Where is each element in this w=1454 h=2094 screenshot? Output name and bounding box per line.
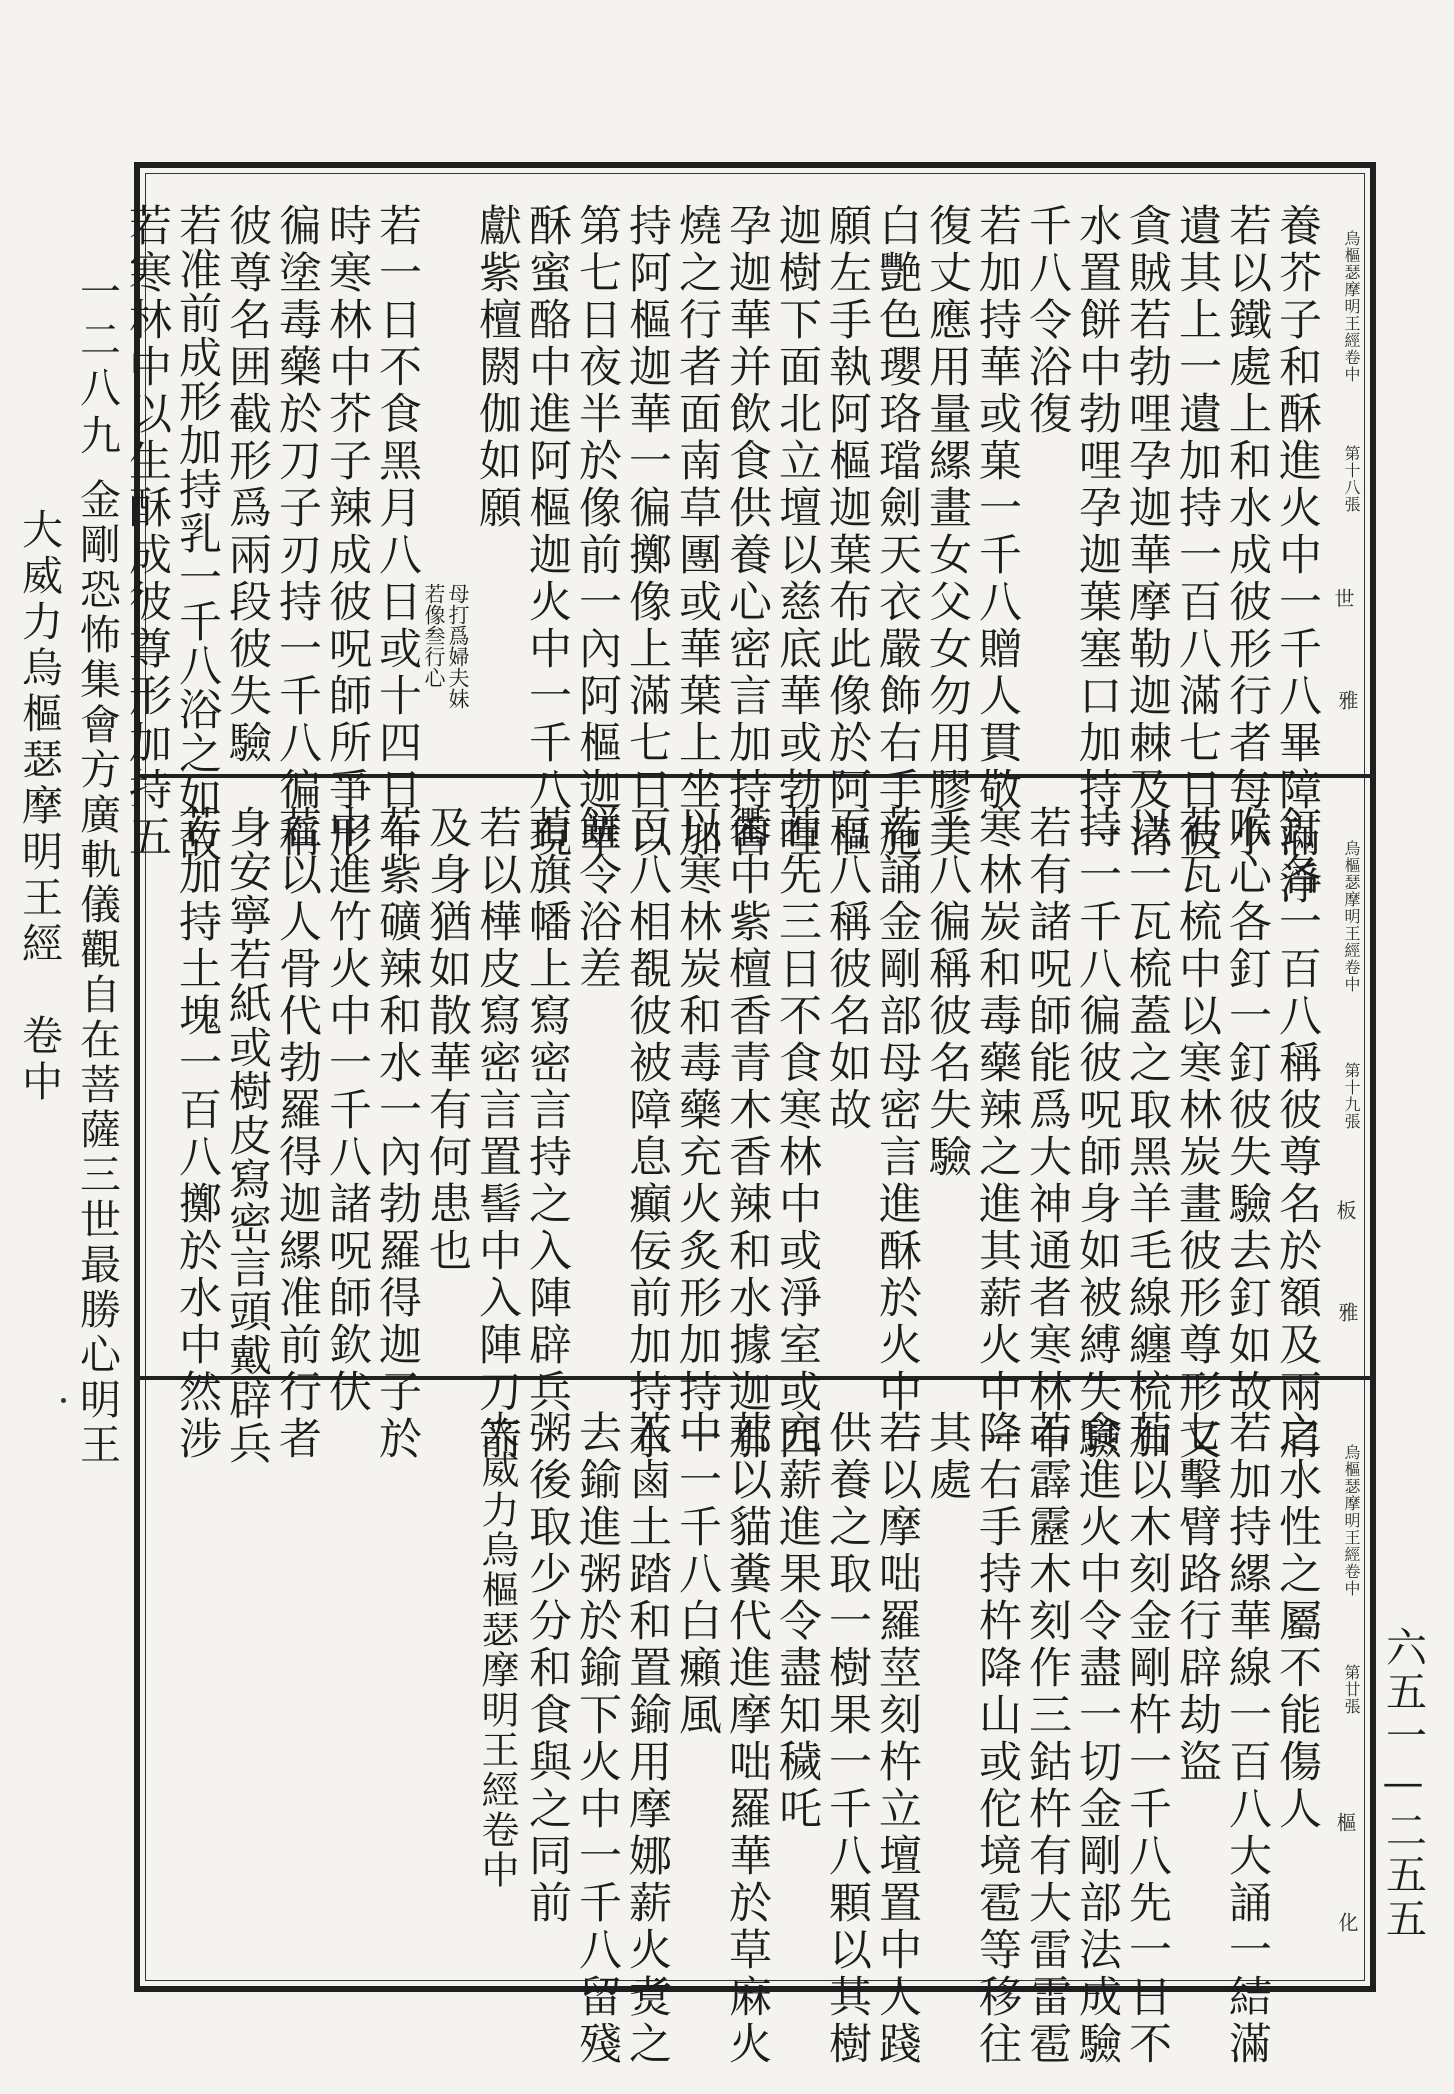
- text-column: 釘各一百八稱彼尊名於額及兩肩: [1272, 805, 1322, 1463]
- collection-title: 金剛恐怖集會方廣軌儀觀自在菩薩三世最勝心明王: [73, 478, 121, 1468]
- text-column: 百八稱彼名如故: [822, 805, 872, 1134]
- text-column: 千八令浴復: [1022, 203, 1072, 438]
- text-column: 白艷色瓔珞璫劍天衣嚴飾右手施: [872, 203, 922, 861]
- bottom-register-text: [160, 1410, 1322, 2068]
- text-column: 餅令浴差: [572, 805, 622, 993]
- text-column: 徧塗毒藥於刀子刃持一千八徧稱: [272, 203, 322, 861]
- interlinear-note: 若像叁行心: [422, 583, 446, 688]
- text-column: 七擊臂路行辟劫盜: [1172, 1410, 1222, 1786]
- text-column: 身安寧若紙或樹皮寫密言頭戴辟兵: [222, 805, 272, 1465]
- top-block-press: 世: [1331, 588, 1355, 609]
- bottom-block-mark: 化: [1335, 1912, 1359, 1933]
- text-column: 時寒林中芥子辣成彼呪師所爭形: [322, 203, 372, 861]
- text-column: 粥後取少分和食與之同前: [522, 1410, 572, 1927]
- text-column: 寒林炭和毒藥辣之進其薪火中一: [972, 805, 1022, 1463]
- text-column: 持阿樞迦華一徧擲像上滿七日以: [622, 203, 672, 861]
- text-column: 之水性之屬不能傷人: [1272, 1410, 1322, 1833]
- text-column: 養芥子和酥進火中一千八畢障滿淨: [1272, 203, 1322, 908]
- text-column: 酥蜜酪中進阿樞迦火中一千八現: [522, 203, 572, 861]
- text-column: 彼尊名囲截形爲兩段彼失驗: [222, 203, 272, 767]
- text-column: 去鍮進粥於鍮下火中一千八留殘: [572, 1410, 622, 2068]
- text-column: 若加持縲華線一百八大誦一結滿: [1222, 1410, 1272, 2068]
- text-column: 若一日不食黑月八日或十四日午: [372, 203, 422, 861]
- text-column: 迦樹下面北立壇以慈底華或勃哩: [772, 203, 822, 861]
- text-column: 遺其上一遺加持一百八滿七日彼: [1172, 203, 1222, 861]
- colophon-title: 大威力烏樞瑟摩明王經卷中: [475, 1410, 519, 1890]
- text-column: 食進火中令盡一切金剛部法成驗: [1072, 1410, 1122, 2068]
- middle-block-press: 板: [1333, 1200, 1357, 1221]
- text-column: 若准前成形加持乳一千八浴之如故: [172, 203, 222, 863]
- text-column: 其處: [922, 1410, 972, 1504]
- bottom-block-sheet: 第廿張: [1342, 1664, 1361, 1715]
- text-column: 若加持土塊一百八擲於水中然涉: [172, 805, 222, 1463]
- text-column: 若以鐵處上和水成彼形行者每小: [1222, 203, 1272, 861]
- text-column: 若紫礦辣和水一內勃羅得迦子於: [372, 805, 422, 1463]
- text-column: 供養之取一樹果一千八顆以其樹: [822, 1410, 872, 2068]
- bottom-block-title: 烏樞瑟摩明王經卷中: [1342, 1444, 1361, 1597]
- text-column: 若加持華或菓一千八贈人貫敬: [972, 203, 1022, 814]
- text-column: 降右手持杵降山或佗境雹等移往: [972, 1410, 1022, 2068]
- text-column: 若以樺皮寫密言置髻中入陣刀箭: [472, 805, 522, 1463]
- text-column: 若旗幡上寫密言持之入陣辟兵: [522, 805, 572, 1416]
- bottom-block-press: 樞: [1333, 1812, 1357, 1833]
- text-column: 若先三日不食寒林中或淨室或四: [772, 805, 822, 1463]
- text-column: 以寒林炭和毒藥充火炙形加持一: [672, 805, 722, 1463]
- text-column: 千八徧稱彼名失驗: [922, 805, 972, 1181]
- text-column: 若鹵土踏和置鍮用摩娜薪火煑之: [622, 1410, 672, 2068]
- text-column: 燒之行者面南草團或華葉上坐加: [672, 203, 722, 861]
- sutra-title: 大威力烏樞瑟摩明王經 卷中: [15, 508, 63, 1106]
- text-column: 充薪進果令盡知穢吒: [772, 1410, 822, 1833]
- middle-block-mark: 雅: [1335, 1302, 1359, 1323]
- text-column: 若以摩咄羅莖刻杵立壇置中人踐: [872, 1410, 922, 2068]
- text-column: 孕迦華并飲食供養心密言加持香: [722, 203, 772, 861]
- text-column: 以一瓦梳蓋之取黑羊毛線纏梳加: [1122, 805, 1172, 1463]
- text-column: 衢中紫檀香青木香辣和水據迦那: [722, 805, 772, 1463]
- text-column: 若誦金剛部母密言進酥於火中一: [872, 805, 922, 1463]
- text-column: 若以木刻金剛杵一千八先一日不: [1122, 1410, 1172, 2068]
- text-column: 獻紫檀閼伽如願: [472, 203, 522, 532]
- middle-block-sheet: 第十九張: [1342, 1062, 1361, 1130]
- text-column: 持一千八徧彼呪師身如被縛失驗: [1072, 805, 1122, 1463]
- text-column: 若有諸呪師能爲大神通者寒林中: [1022, 805, 1072, 1463]
- margin-dot: [61, 1398, 66, 1403]
- top-block-sheet: 第十八張: [1342, 445, 1361, 513]
- text-column: 百八相覩彼被障息癲佞前加持水: [622, 805, 672, 1463]
- text-column: 水置餅中勃哩孕迦葉塞口加持一: [1072, 203, 1122, 861]
- text-column: 及身猶如散華有何患也: [422, 805, 472, 1275]
- text-column: 若寒林中以生酥成彼尊形加持五: [122, 203, 172, 861]
- text-column: 復丈應用量縲畫女父女勿用膠美: [922, 203, 972, 861]
- text-column: 若以貓糞代進摩咄羅華於草麻火: [722, 1410, 772, 2068]
- text-column: 若以人骨代勃羅得迦縲准前行者: [272, 805, 322, 1463]
- text-column: 願左手執阿樞迦葉布此像於阿樞: [822, 203, 872, 861]
- top-block-mark: 雅: [1335, 690, 1359, 711]
- interlinear-note: 母打爲婦夫妹: [446, 583, 470, 709]
- text-column: 中進竹火中一千八諸呪師欽伏: [322, 805, 372, 1416]
- text-column: 貪賊若勃哩孕迦華摩勒迦棘及清: [1122, 203, 1172, 861]
- text-column: 中一千八白癩風: [672, 1410, 722, 1739]
- text-column: 若瓦梳中以寒林炭畫彼形尊形又: [1172, 805, 1222, 1463]
- text-column: 喉心各釘一釘彼失驗去釘如故: [1222, 805, 1272, 1416]
- text-column: 若霹靂木刻作三鈷杵有大雷雷雹: [1022, 1410, 1072, 2068]
- middle-block-title: 烏樞瑟摩明王經卷中: [1342, 840, 1361, 993]
- top-block-title: 烏樞瑟摩明王經卷中: [1342, 230, 1361, 383]
- volume-number: 一二八九: [73, 270, 121, 462]
- text-column: 第七日夜半於像前一內阿樞迦華: [572, 203, 622, 861]
- page-number: 六五一—二五五: [1379, 1626, 1427, 1941]
